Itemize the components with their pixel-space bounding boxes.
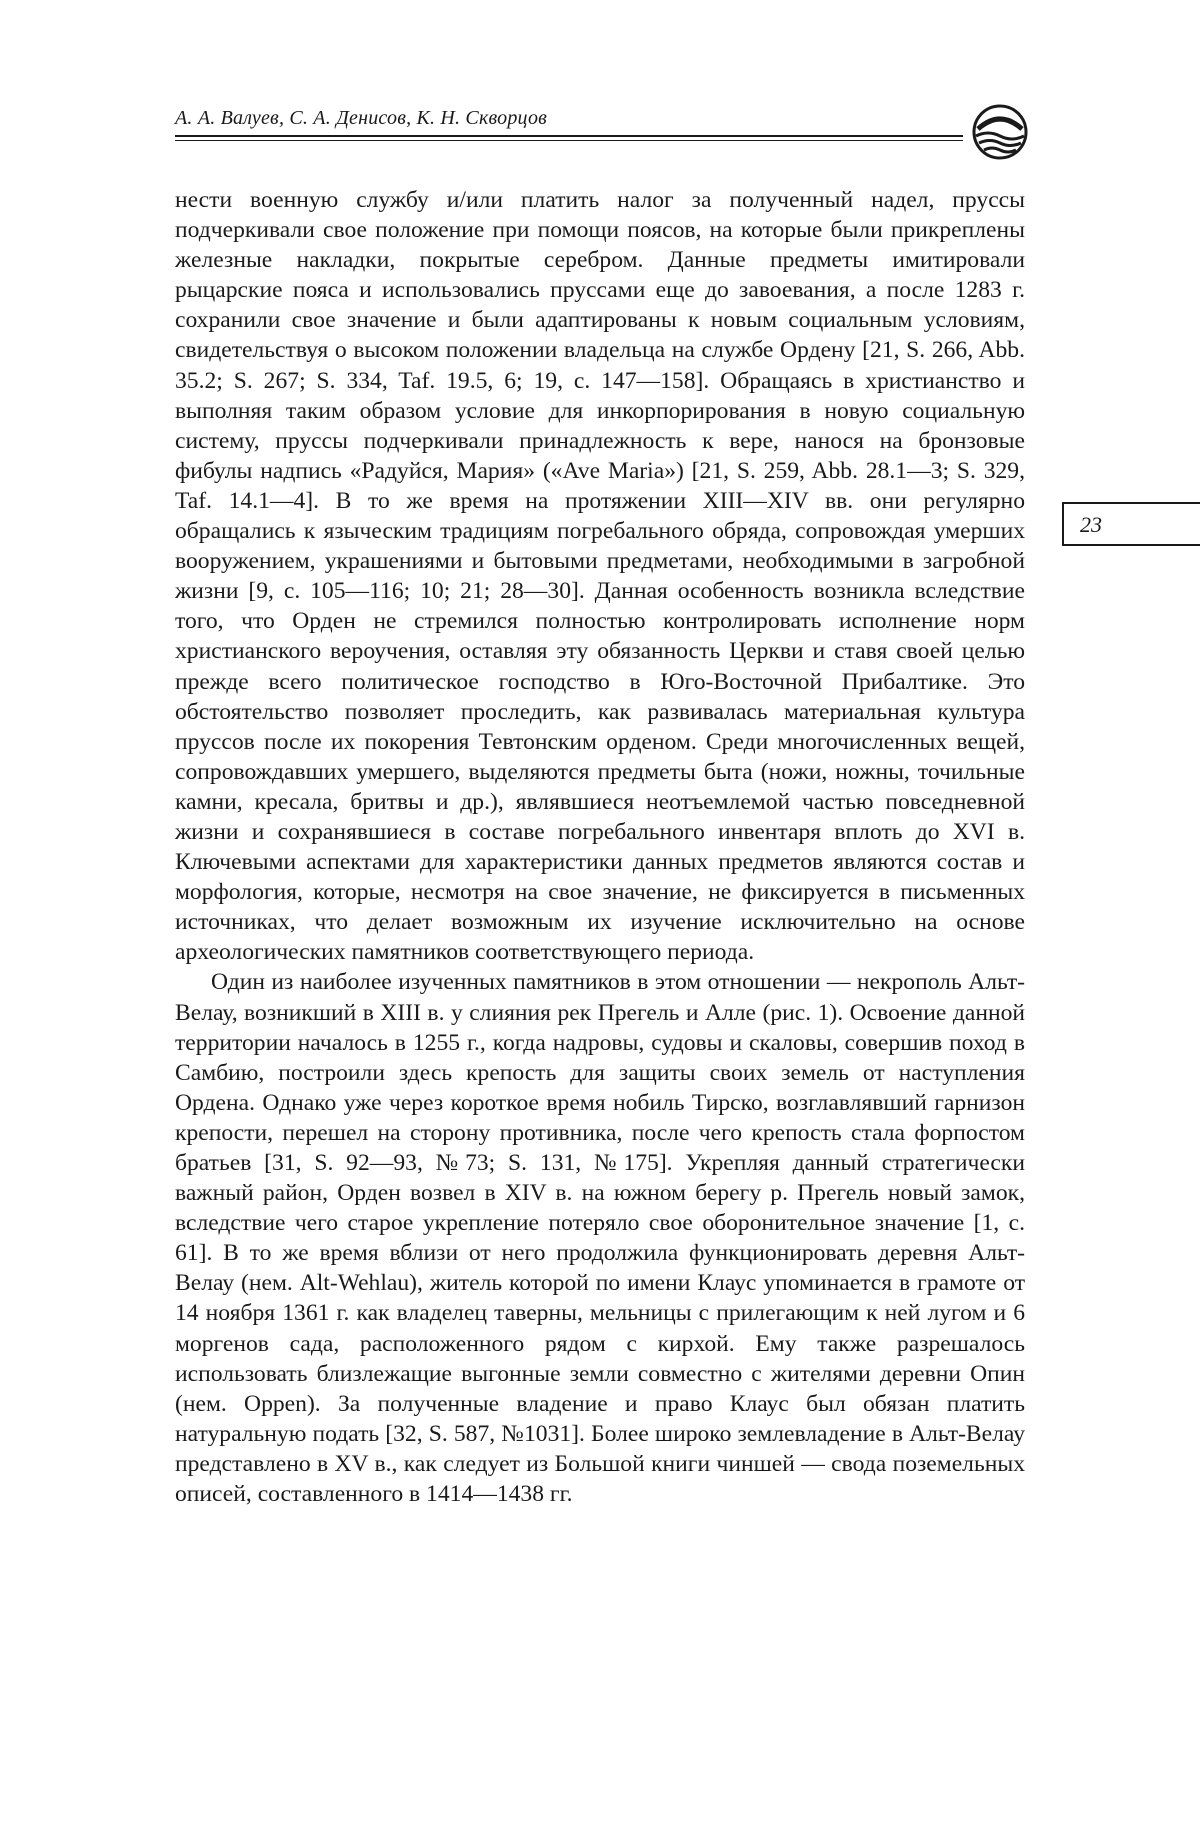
paragraph: Один из наиболее изученных памятников в этом отношении — некрополь Альт-Велау, возникший в XIII в. у слияния рек Прегель и Алле (рис. 1). Освоение данной территории началось в 1255 г., когда надровы, судовы и скаловы, совершив поход в Самбию, построили здесь крепость для защиты своих земель от наступления Ордена. Однако уже через короткое время нобиль Тирско, возглавлявший гарнизон крепости, перешел на сторону противника, после чего крепость стала форпостом братьев [31, S. 92—93, №73; S. 131, №175]. Укрепляя данный стратегически важный район, Орден возвел в XIV в. на южном берегу р. Прегель новый замок, вследствие чего старое укрепление потеряло свое оборонительное значение [1, с. 61]. В то же время вблизи от него продолжила функционировать деревня Альт-Велау (нем. Alt-Wehlau), житель которой по имени Клаус упоминается в грамоте от 14 ноября 1361 г. как владелец таверны, мельницы с прилегающим к ней лугом и 6 моргенов сада, расположенного рядом с кирхой. Ему также разрешалось использовать близлежащие выгонные земли совместно с жителями деревни Опин (нем. Oppen). За полученные владение и право Клаус был обязан платить натуральную подать [32, S. 587, №1031]. Более широко землевладение в Альт-Велау представлено в XV в., как следует из Большой книги чиншей — свода поземельных описей, составленного в 1414—1438 гг. (175, 969, 1025, 1508)
journal-logo-icon (970, 103, 1030, 161)
main-text (175, 185, 1025, 1509)
running-header (175, 103, 1025, 163)
header-rule (175, 135, 963, 137)
page-number-tab (1062, 502, 1200, 546)
paragraph: нести военную службу и/или платить налог за полученный надел, пруссы подчеркивали свое положение при помощи поясов, на которые были прикреплены железные накладки, покрытые серебром. Данные предметы имитировали рыцарские пояса и использовались пруссами еще до завоевания, а после 1283 г. сохранили свое значение и были адаптированы к новым социальным условиям, свидетельствуя о высоком положении владельца на службе Ордену [21, S. 266, Abb. 35.2; S. 267; S. 334, Taf. 19.5, 6; 19, с. 147—158]. Обращаясь в христианство и выполняя таким образом условие для инкорпорирования в новую социальную систему, пруссы подчеркивали принадлежность к вере, нанося на бронзовые фибулы надпись «Радуйся, Мария» («Ave Maria») [21, S. 259, Abb. 28.1—3; S. 329, Taf. 14.1—4]. В то же время на протяжении XIII—XIV вв. они регулярно обращались к языческим традициям погребального обряда, сопровождая умерших вооружением, украшениями и бытовыми предметами, необходимыми в загробной жизни [9, с. 105—116; 10; 21; 28—30]. Данная особенность возникла вследствие того, что Орден не стремился полностью контролировать исполнение норм христианского вероучения, оставляя эту обязанность Церкви и ставя своей целью прежде всего политическое господство в Юго-Восточной Прибалтике. Это обстоятельство позволяет проследить, как развивалась материальная культура пруссов после их покорения Тевтонским орденом. Среди многочисленных вещей, сопровождавших умершего, выделяются предметы быта (ножи, ножны, точильные камни, кресала, бритвы и др.), являвшиеся неотъемлемой частью повседневной жизни и сохранявшиеся в составе погребального инвентаря вплоть до XVI в. Ключевыми аспектами для характеристики данных предметов являются состав и морфология, которые, несмотря на свое значение, не фиксируется в письменных источниках, что делает возможным их изучение исключительно на основе археологических памятников соответствующего периода. (175, 187, 1025, 966)
header-rule-thin (175, 140, 963, 141)
page-number: 23 (1080, 512, 1102, 537)
running-header-authors: А. А. Валуев, С. А. Денисов, К. Н. Скворцов (175, 107, 548, 129)
